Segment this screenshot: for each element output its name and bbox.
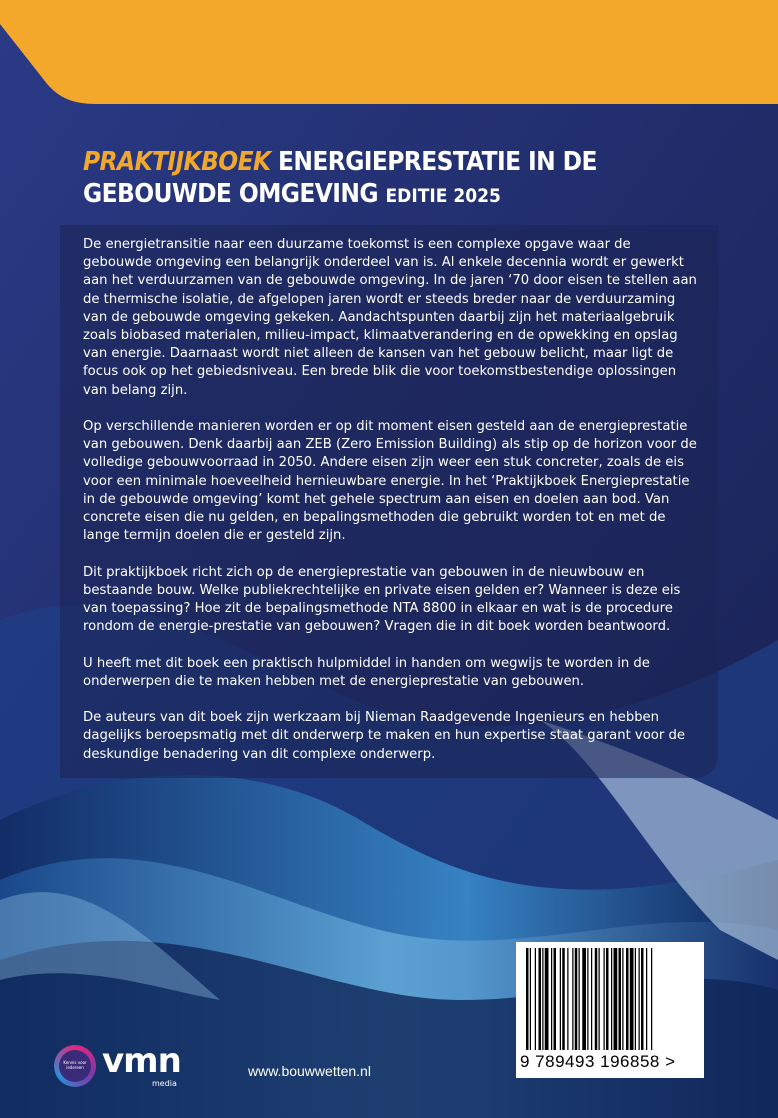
barcode-bar: [635, 948, 636, 1050]
barcode-bar: [567, 948, 568, 1050]
barcode-bar: [646, 948, 647, 1050]
barcode-bar: [614, 948, 618, 1050]
book-title: [83, 146, 743, 212]
barcode-bar: [611, 948, 612, 1050]
title-line1: ENERGIEPRESTATIE IN DE: [278, 147, 597, 177]
blurb-paragraph: De auteurs van dit boek zijn werkzaam bij Nieman Raadgevende Ingenieurs en hebben dagelijks beroepsmatig met dit onderwerp te maken en hun expertise staat garant voor de deskundige benadering van dit complexe onderwerp.: [83, 710, 685, 762]
barcode-bar: [630, 948, 634, 1050]
barcode-bar: [560, 948, 561, 1050]
logo-wordmark: vmn: [102, 1041, 181, 1081]
barcode-bar: [604, 948, 605, 1050]
barcode-bar: [595, 948, 598, 1050]
barcode-bar: [599, 948, 600, 1050]
title-line2: GEBOUWDE OMGEVING: [83, 179, 378, 209]
barcode-bar: [535, 948, 536, 1050]
barcode-bar: [622, 948, 623, 1050]
barcode-bar: [591, 948, 592, 1050]
back-cover-blurb: [83, 236, 703, 782]
blurb-paragraph: Op verschillende manieren worden er op dit moment eisen gesteld aan de energieprestatie van gebouwen. Denk daarbij aan ZEB (Zero Emission Building) als stip op de horizon voor de volledige gebouwvoorraad in 2050. Andere eisen zijn weer een stuk concreter, zoals de eis voor een minimale hoeveelheid hernieuwbare energie. In het ‘Praktijkboek Energieprestatie in de gebouwde omgeving’ komt het gehele spectrum aan eisen en doelen aan bod. Van concrete eisen die nu gelden, en bepalingsmethoden die gebruikt worden tot en met de lange termijn doelen die er gesteld zijn.: [83, 419, 697, 544]
barcode-bar: [651, 948, 652, 1050]
isbn-number: 9 789493 196858 >: [520, 1052, 676, 1071]
barcode-bar: [626, 948, 629, 1050]
barcode-bar: [639, 948, 640, 1050]
barcode: [516, 942, 704, 1078]
blurb-paragraph: U heeft met dit boek een praktisch hulpmiddel in handen om wegwijs te worden in de onderwerpen die te maken hebben met de energieprestatie van gebouwen.: [83, 655, 650, 689]
barcode-bar: [619, 948, 622, 1050]
barcode-bar: [551, 948, 552, 1050]
barcode-bar: [641, 948, 644, 1050]
barcode-bar: [587, 948, 588, 1050]
blurb-paragraph: De energietransitie naar een duurzame toekomst is een complexe opgave waar de gebouwde omgeving een belangrijk onderdeel van is. Al enkele decennia wordt er gewerkt aan het verduurzamen van de gebouwde omgeving. In de jaren ‘70 door eisen te stellen aan de thermische isolatie, de afgelopen jaren wordt er steeds breder naar de verduurzaming van de gebouwde omgeving gekeken. Aandachtspunten daarbij zijn het materiaalgebruik zoals biobased materialen, milieu-impact, klimaatverandering en de opwekking en opslag van energie. Daarnaast wordt niet alleen de kansen van het gebouw belicht, maar ligt de focus ook op het gebiedsniveau. Een brede blik die voor toekomstbestendige oplossingen van belang zijn.: [83, 237, 697, 398]
logo-subtitle: media: [152, 1079, 177, 1088]
barcode-bar: [530, 948, 531, 1050]
logo-badge-text: Kennis voor iedereen: [59, 1050, 91, 1082]
barcode-bar: [575, 948, 578, 1050]
barcode-bar: [572, 948, 573, 1050]
title-edition: EDITIE 2025: [385, 185, 501, 207]
blurb-paragraph: Dit praktijkboek richt zich op de energieprestatie van gebouwen in de nieuwbouw en bestaande bouw. Welke publiekrechtelijke en private eisen gelden er? Wanneer is deze eis van toepassing? Hoe zit de bepalingsmethode NTA 8800 in elkaar en wat is de procedure rondom de energie-prestatie van gebouwen? Vragen die in dit boek worden beantwoord.: [83, 564, 681, 635]
barcode-bar: [606, 948, 609, 1050]
barcode-bar: [579, 948, 580, 1050]
barcode-bar: [545, 948, 549, 1050]
logo-circle-icon: [54, 1045, 96, 1087]
barcode-bar: [562, 948, 565, 1050]
publisher-logo: [54, 1043, 194, 1093]
barcode-bar: [582, 948, 586, 1050]
barcode-bar: [542, 948, 543, 1050]
barcode-bar: [526, 948, 529, 1050]
barcode-bar: [539, 948, 542, 1050]
barcode-bars: [524, 948, 696, 1050]
website-url: www.bouwwetten.nl: [248, 1063, 371, 1079]
barcode-bar: [554, 948, 557, 1050]
title-accent: PRAKTIJKBOEK: [83, 147, 271, 177]
